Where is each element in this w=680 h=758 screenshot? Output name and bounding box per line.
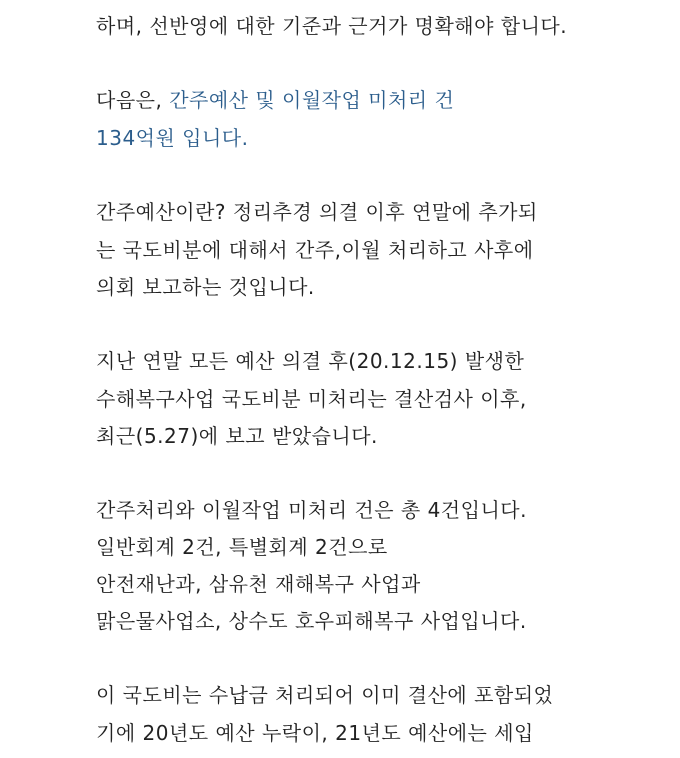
- text-run: 최근(5.27)에 보고 받았습니다.: [96, 424, 378, 448]
- text-run: 간주처리와 이월작업 미처리 건은 총 4건입니다.: [96, 498, 527, 522]
- text-run: 일반회계 2건, 특별회계 2건으로: [96, 535, 388, 559]
- highlighted-text: 134억원 입니다.: [96, 126, 249, 150]
- text-line: [96, 124, 249, 152]
- text-line: [96, 607, 527, 635]
- text-line: [96, 719, 534, 747]
- text-line: [96, 236, 534, 264]
- text-line: [96, 273, 315, 301]
- text-line: [96, 385, 527, 413]
- highlighted-text: 간주예산 및 이월작업 미처리 건: [169, 88, 455, 112]
- text-run: 하며, 선반영에 대한 기준과 근거가 명확해야 합니다.: [96, 14, 568, 38]
- text-run: 의회 보고하는 것입니다.: [96, 275, 315, 299]
- text-line: [96, 12, 567, 40]
- text-run: 는 국도비분에 대해서 간주,이월 처리하고 사후에: [96, 238, 534, 262]
- text-run: 다음은,: [96, 88, 170, 112]
- text-run: 이 국도비는 수납금 처리되어 이미 결산에 포함되었: [96, 683, 554, 707]
- text-line: [96, 681, 553, 709]
- text-line: [96, 198, 538, 226]
- text-run: 안전재난과, 삼유천 재해복구 사업과: [96, 572, 421, 596]
- text-line: [96, 533, 388, 561]
- text-line: [96, 570, 421, 598]
- text-run: 간주예산이란? 정리추경 의결 이후 연말에 추가되: [96, 200, 538, 224]
- text-line: [96, 347, 524, 375]
- text-run: 맑은물사업소, 상수도 호우피해복구 사업입니다.: [96, 609, 527, 633]
- text-line: [96, 496, 527, 524]
- text-line: [96, 422, 378, 450]
- text-line: [96, 86, 454, 114]
- text-run: 지난 연말 모든 예산 의결 후(20.12.15) 발생한: [96, 349, 525, 373]
- text-run: 수해복구사업 국도비분 미처리는 결산검사 이후,: [96, 387, 527, 411]
- text-run: 기에 20년도 예산 누락이, 21년도 예산에는 세입: [96, 721, 534, 745]
